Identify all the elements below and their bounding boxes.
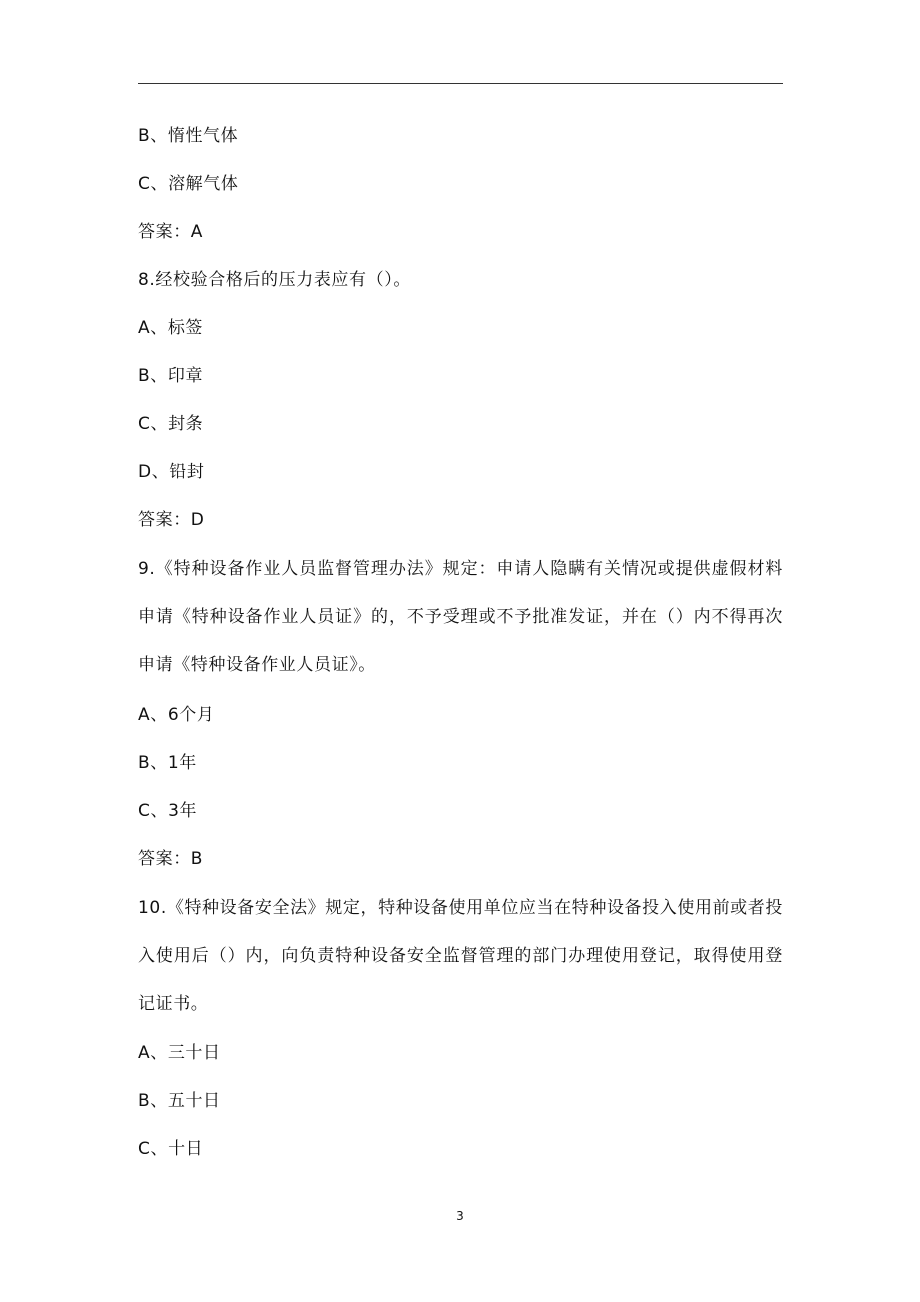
answer-q8: 答案：D <box>138 510 205 530</box>
question-8: 8.经校验合格后的压力表应有（）。 <box>138 270 411 290</box>
option-a-q8: A、标签 <box>138 318 204 338</box>
option-c-q7: C、溶解气体 <box>138 174 239 194</box>
option-c-q8: C、封条 <box>138 414 204 434</box>
option-b-q9: B、1年 <box>138 753 197 773</box>
option-b-q7: B、惰性气体 <box>138 126 239 146</box>
option-b-q10: B、五十日 <box>138 1091 221 1111</box>
header-rule <box>138 83 783 84</box>
option-a-q10: A、三十日 <box>138 1043 221 1063</box>
question-9: 9.《特种设备作业人员监督管理办法》规定：申请人隐瞒有关情况或提供虚假材料申请《特种设备作业人员证》的，不予受理或不予批准发证，并在（）内不得再次申请《特种设备作业人员证》。 <box>138 559 783 675</box>
option-c-q10: C、十日 <box>138 1139 204 1159</box>
option-a-q9: A、6个月 <box>138 705 215 725</box>
option-c-q9: C、3年 <box>138 801 198 821</box>
answer-q9: 答案：B <box>138 849 204 869</box>
option-d-q8: D、铅封 <box>138 462 205 482</box>
option-b-q8: B、印章 <box>138 366 204 386</box>
question-10: 10.《特种设备安全法》规定，特种设备使用单位应当在特种设备投入使用前或者投入使用后（）内，向负责特种设备安全监督管理的部门办理使用登记，取得使用登记证书。 <box>138 898 783 1014</box>
page-number: 3 <box>456 1209 464 1223</box>
answer-q7: 答案：A <box>138 222 204 242</box>
